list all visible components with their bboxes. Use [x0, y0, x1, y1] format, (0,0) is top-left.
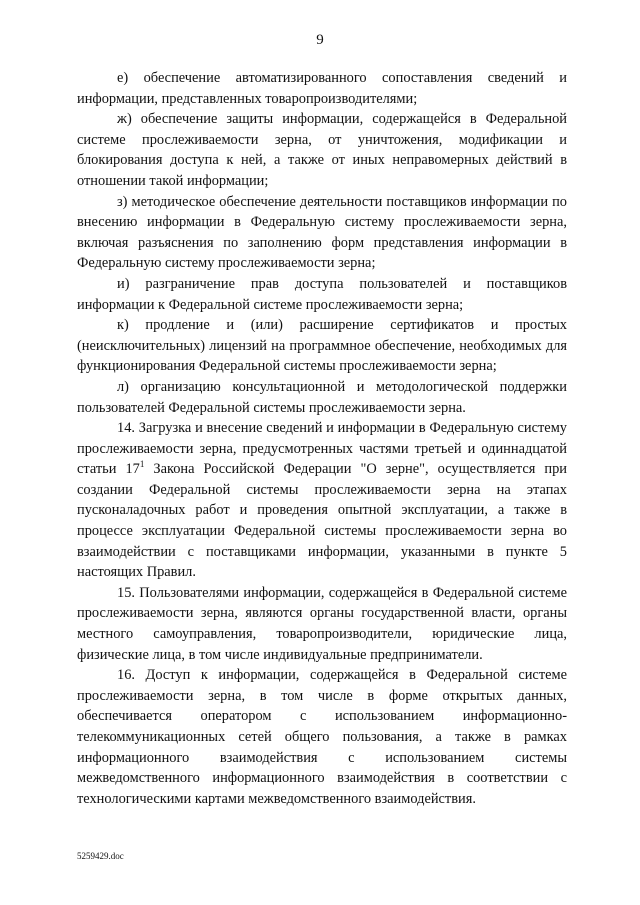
item-e: е) обеспечение автоматизированного сопоставления сведений и информации, представленных товаропроизводителями; — [77, 70, 567, 107]
article-superscript: 1 — [139, 459, 145, 470]
clause-16: 16. Доступ к информации, содержащейся в Федеральной системе прослеживаемости зерна, в том числе в форме открытых данных, обеспечивается оператором с использованием информационно-телекоммуникационных сетей общего пользования, а также в рамках информационного взаимодействия с использованием системы межведомственного информационного взаимодействия в соответствии с технологическими картами межведомственного взаимодействия. — [77, 667, 567, 807]
clause-14 — [77, 418, 567, 583]
document-body — [77, 68, 567, 809]
clause-15: 15. Пользователями информации, содержащейся в Федеральной системе прослеживаемости зерна, являются органы государственной власти, органы местного самоуправления, товаропроизводители, юридические лица, физические лица, в том числе индивидуальные предприниматели. — [77, 584, 567, 663]
footer-file-name: 5259429.doc — [77, 851, 124, 861]
item-z: з) методическое обеспечение деятельности поставщиков информации по внесению информации в Федеральную систему прослеживаемости зерна, включая разъяснения по заполнению форм представления информации в Федеральную систему прослеживаемости зерна; — [77, 193, 567, 272]
item-k: к) продление и (или) расширение сертификатов и простых (неисключительных) лицензий на программное обеспечение, необходимых для функционирования Федеральной системы прослеживаемости зерна; — [77, 317, 567, 375]
item-l: л) организацию консультационной и методологической поддержки пользователей Федеральной системы прослеживаемости зерна. — [77, 378, 567, 416]
clause-14-text-end: Закона Российской Федерации "О зерне", осуществляется при создании Федеральной системы прослеживаемости зерна на этапах пусконаладочных работ и проведения опытной эксплуатации, а также в процессе эксплуатации Федеральной системы прослеживаемости зерна во взаимодействии с поставщиками информации, указанными в пункте 5 настоящих Правил. — [77, 461, 567, 581]
page-number: 9 — [316, 32, 324, 48]
item-zh: ж) обеспечение защиты информации, содержащейся в Федеральной системе прослеживаемости зерна, от уничтожения, модификации и блокирования доступа к ней, а также от иных неправомерных действий в отношении такой информации; — [77, 111, 567, 189]
clause-14-text-start: 14. Загрузка и внесение сведений и информации в Федеральную систему прослеживаемости зерна, предусмотренных частями третьей и одиннадцатой статьи 17 — [77, 420, 567, 478]
item-i: и) разграничение прав доступа пользователей и поставщиков информации к Федеральной системе прослеживаемости зерна; — [77, 275, 567, 313]
